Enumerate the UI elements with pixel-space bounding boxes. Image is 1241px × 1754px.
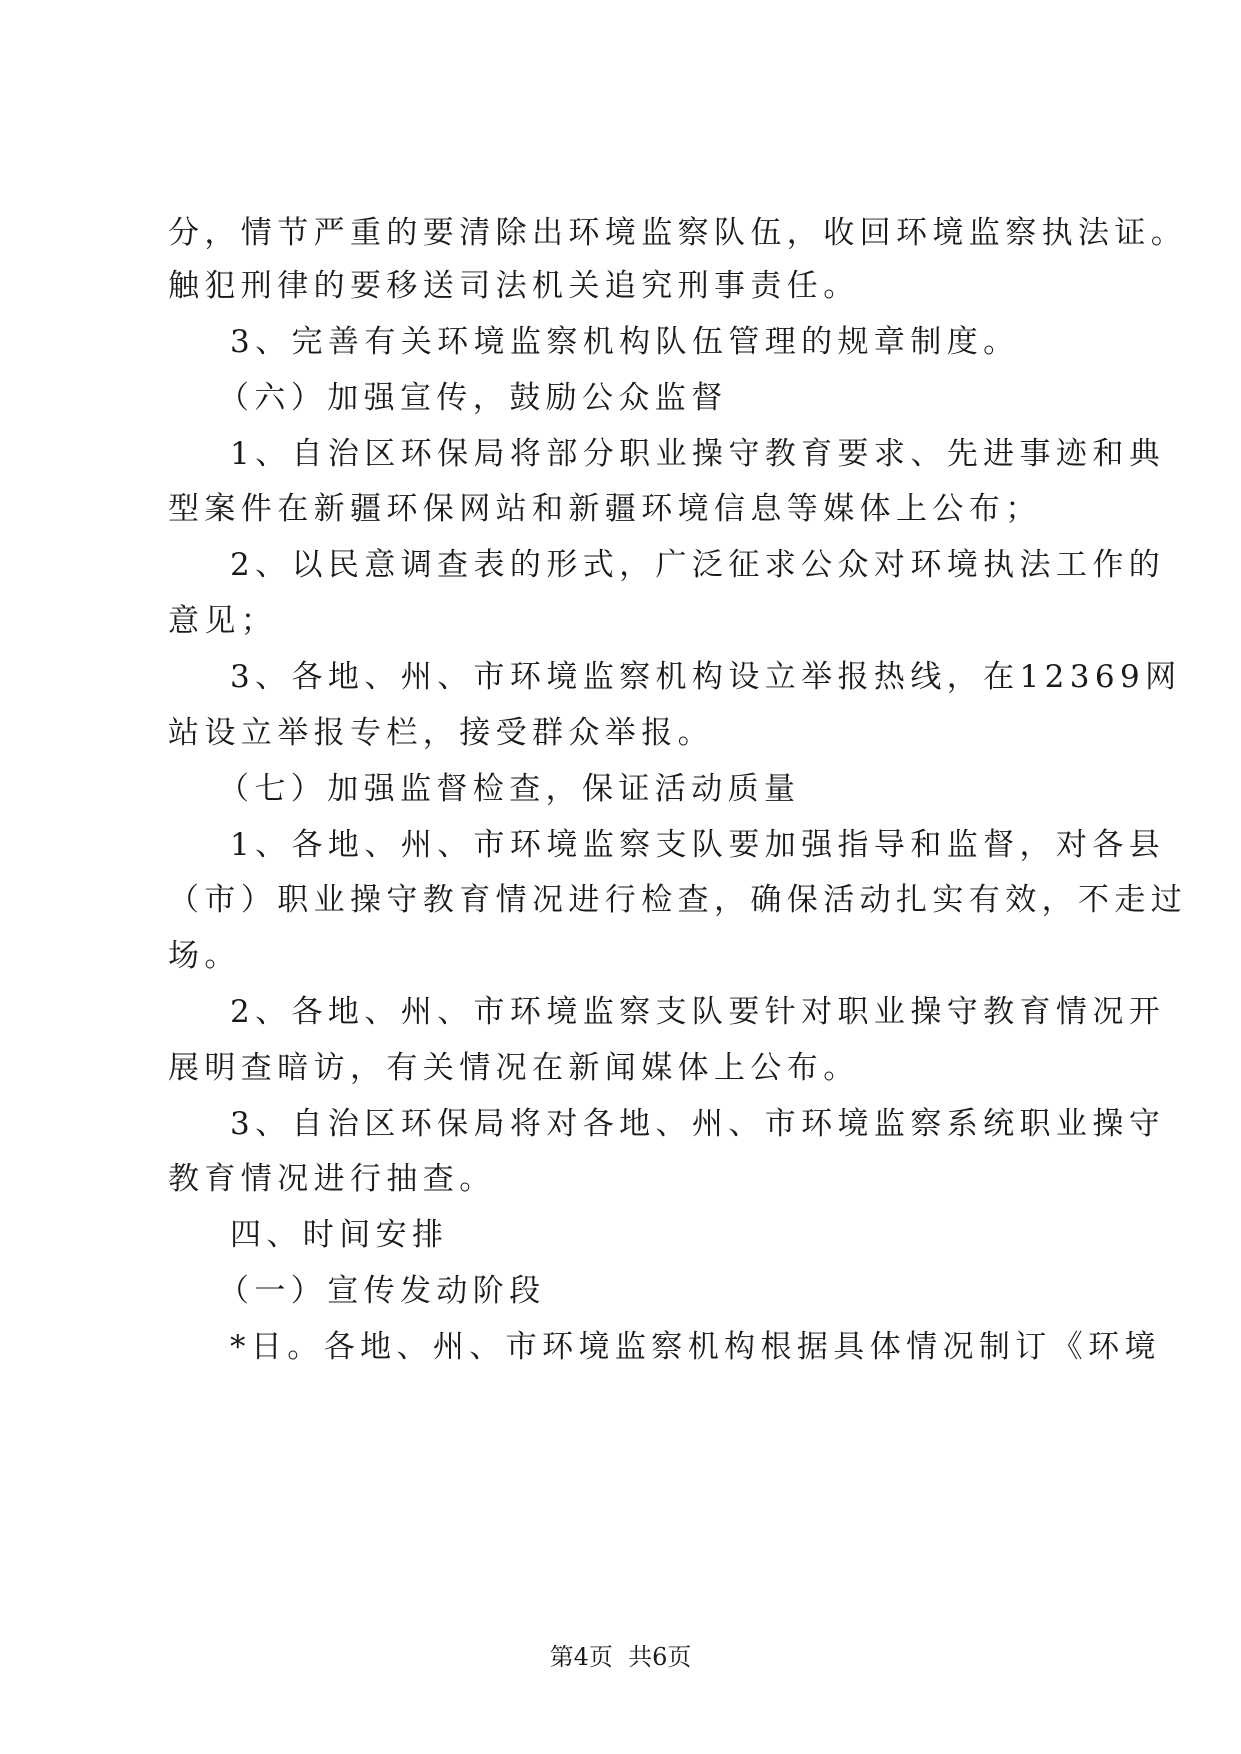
text-line: 3、各地、州、市环境监察机构设立举报热线，在12369网 — [230, 659, 1182, 695]
section-heading: （一）宣传发动阶段 — [218, 1273, 546, 1309]
text-line: 场。 — [168, 938, 241, 974]
text-line: 站设立举报专栏，接受群众举报。 — [168, 715, 714, 751]
page-footer — [0, 1640, 1241, 1674]
text-line: （市）职业操守教育情况进行检查，确保活动扎实有效，不走过 — [168, 882, 1188, 918]
text-line: 1、自治区环保局将部分职业操守教育要求、先进事迹和典 — [230, 436, 1166, 472]
text-line: 型案件在新疆环保网站和新疆环境信息等媒体上公布； — [168, 491, 1042, 527]
text-line: 1、各地、州、市环境监察支队要加强指导和监督，对各县 — [230, 827, 1166, 863]
text-line: 3、自治区环保局将对各地、州、市环境监察系统职业操守 — [230, 1106, 1166, 1142]
text-line: 展明查暗访，有关情况在新闻媒体上公布。 — [168, 1050, 860, 1086]
section-heading: （六）加强宣传，鼓励公众监督 — [218, 380, 728, 416]
text-line: 教育情况进行抽查。 — [168, 1161, 496, 1197]
text-line: 3、完善有关环境监察机构队伍管理的规章制度。 — [230, 324, 1020, 360]
section-heading: 四、时间安排 — [230, 1217, 449, 1253]
page-number: 第4页 共6页 — [549, 1643, 692, 1671]
section-heading: （七）加强监督检查，保证活动质量 — [218, 771, 801, 807]
text-line: 触犯刑律的要移送司法机关追究刑事责任。 — [168, 268, 860, 304]
text-line: 意见； — [168, 603, 278, 639]
text-line: *日。各地、州、市环境监察机构根据具体情况制订《环境 — [230, 1329, 1161, 1365]
document-page — [168, 0, 1188, 1754]
text-line: 2、以民意调查表的形式，广泛征求公众对环境执法工作的 — [230, 547, 1166, 583]
text-line: 分，情节严重的要清除出环境监察队伍，收回环境监察执法证。 — [168, 215, 1188, 251]
text-line: 2、各地、州、市环境监察支队要针对职业操守教育情况开 — [230, 994, 1166, 1030]
